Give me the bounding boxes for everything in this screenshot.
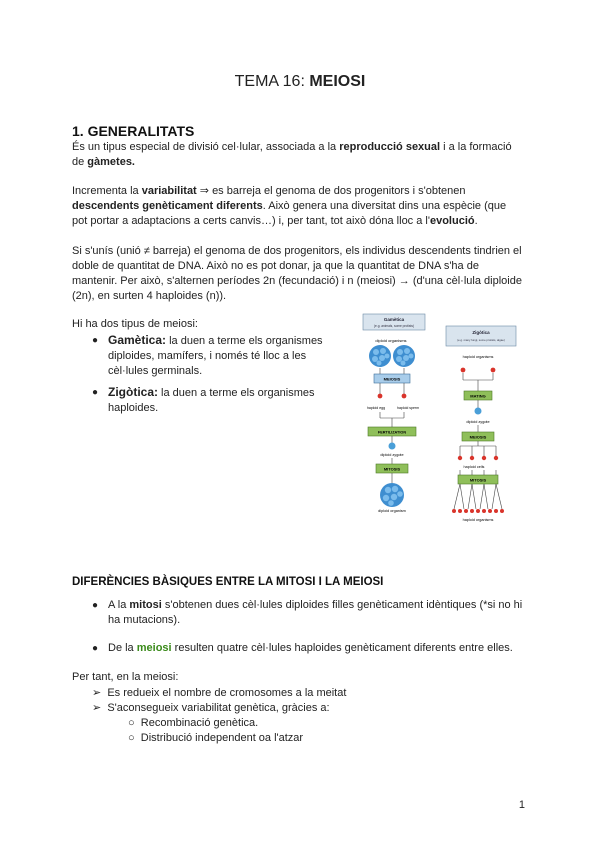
- meiosis-diagram: [358, 312, 528, 524]
- circle-bullet-icon: ○: [128, 732, 135, 744]
- page-number: 1: [518, 799, 525, 811]
- paragraph-dna: Si s'unís (unió ≠ barreja) el genoma de dos progenitors, els individus descendents tindrien el doble de quantitat de DNA. Això no es pot donar, ja que la quantitat de DNA s'ha de mantenir. Per això, s'alternen períodes 2n (fecundació) i n (meiosi) → (d'una cèl·lula diploide (2n), en surten 4 haploides (n)).: [72, 245, 522, 302]
- bullet-icon: ●: [92, 335, 99, 346]
- diploid-cluster-right-icon: [393, 345, 415, 367]
- meiosis-label-left: MEIOSIS: [383, 376, 401, 382]
- diploid-cluster-left-icon: [369, 345, 391, 367]
- bullet-icon: ●: [92, 643, 99, 654]
- diploid-organisms-label: diploid organisms: [375, 338, 407, 343]
- left-title: Gamètica: [383, 317, 405, 322]
- arrow-list: [92, 686, 346, 746]
- mating-label: MATING: [470, 393, 486, 399]
- list-item-gametica: ● Gamètica: la duen a terme els organismes diploides, mamífers, i només té lloc a les cèl·lules germinals.: [92, 333, 323, 377]
- arrow-item-1: ➢ Es redueix el nombre de cromosomes a la meitat: [92, 687, 347, 699]
- diploid-zygote-label-right: diploid zygote: [466, 420, 490, 424]
- haploid-cells-label: haploid cells: [463, 465, 485, 469]
- sub-item-2: ○ Distribució independent oa l'atzar: [128, 732, 304, 744]
- mitosis-label-right: MITOSIS: [469, 477, 487, 483]
- egg-cell-icon: [378, 394, 383, 399]
- page-title: TEMA 16: MEIOSI: [234, 73, 366, 90]
- right-header-box: [446, 326, 516, 346]
- mitosis-label-left: MITOSIS: [383, 466, 401, 472]
- haploid-sperm-label: haploid sperm: [397, 406, 419, 410]
- section-heading-diferencies: DIFERÈNCIES BÀSIQUES ENTRE LA MITOSI I LA MEIOSI: [72, 576, 384, 588]
- haploid-egg-label: haploid egg: [366, 406, 386, 410]
- haploid-organisms-bottom-label: haploid organisms: [462, 518, 494, 522]
- haploid-organisms-label: haploid organisms: [462, 355, 494, 359]
- zygote-cell-icon: [389, 443, 396, 450]
- haploid-cell-icon: [458, 456, 462, 460]
- haploid-cell-icon: [494, 456, 498, 460]
- haploid-cell-icon: [482, 456, 486, 460]
- zygote-cell-icon: [475, 408, 482, 415]
- section-heading-generalitats: 1. GENERALITATS: [72, 123, 195, 139]
- conclusion-intro: Per tant, en la meiosi:: [72, 671, 179, 683]
- right-subtitle: (e.g. many fungi, some protists, algae): [457, 338, 505, 342]
- arrow-icon: ➢: [92, 702, 102, 714]
- haploid-cell-icon: [491, 368, 496, 373]
- diploid-organism-label: diploid organism: [378, 509, 406, 513]
- meiosis-label-right: MEIOSIS: [469, 434, 487, 440]
- list-item-zigotica: ● Zigòtica: la duen a terme els organismes haploides.: [92, 385, 315, 414]
- haploid-cell-icon: [461, 368, 466, 373]
- fertilization-label: FERTILIZATION: [377, 430, 407, 435]
- haploid-organisms-row-icon: [452, 509, 504, 513]
- sperm-cell-icon: [402, 394, 407, 399]
- haploid-cell-icon: [470, 456, 474, 460]
- paragraph-intro: És un tipus especial de divisió cel·lular, associada a la reproducció sexual i a la formació de gàmetes.: [72, 141, 512, 168]
- circle-bullet-icon: ○: [128, 717, 135, 729]
- paragraph-variabilitat: Incrementa la variabilitat ⇒ es barreja el genoma de dos progenitors i s'obtenen descendents genèticament diferents. Això genera una diversitat dins una espècie (que pot portar a adaptacions a certs canvis…) i, per tant, tot això dóna lloc a l'evolució.: [72, 185, 507, 227]
- right-title: Zigòtica: [472, 330, 490, 335]
- diploid-organism-icon: [380, 483, 404, 507]
- sub-item-1: ○ Recombinació genètica.: [128, 717, 259, 729]
- arrow-item-2: ➢ S'aconsegueix variabilitat genètica, gràcies a:: [92, 702, 330, 714]
- list-item-meiosi: ● De la meiosi resulten quatre cèl·lules haploides genèticament diferents entre elles.: [92, 642, 513, 654]
- bullet-icon: ●: [92, 600, 99, 611]
- diploid-zygote-label-left: diploid zygote: [380, 453, 404, 457]
- arrow-icon: ➢: [92, 687, 102, 699]
- bullet-icon: ●: [92, 387, 99, 398]
- left-subtitle: (e.g. animals, some protists): [373, 324, 415, 328]
- types-intro: Hi ha dos tipus de meiosi:: [72, 318, 198, 330]
- list-item-mitosi: ● A la mitosi s'obtenen dues cèl·lules diploides filles genèticament idèntiques (*si no hi ha mutacions).: [92, 599, 523, 626]
